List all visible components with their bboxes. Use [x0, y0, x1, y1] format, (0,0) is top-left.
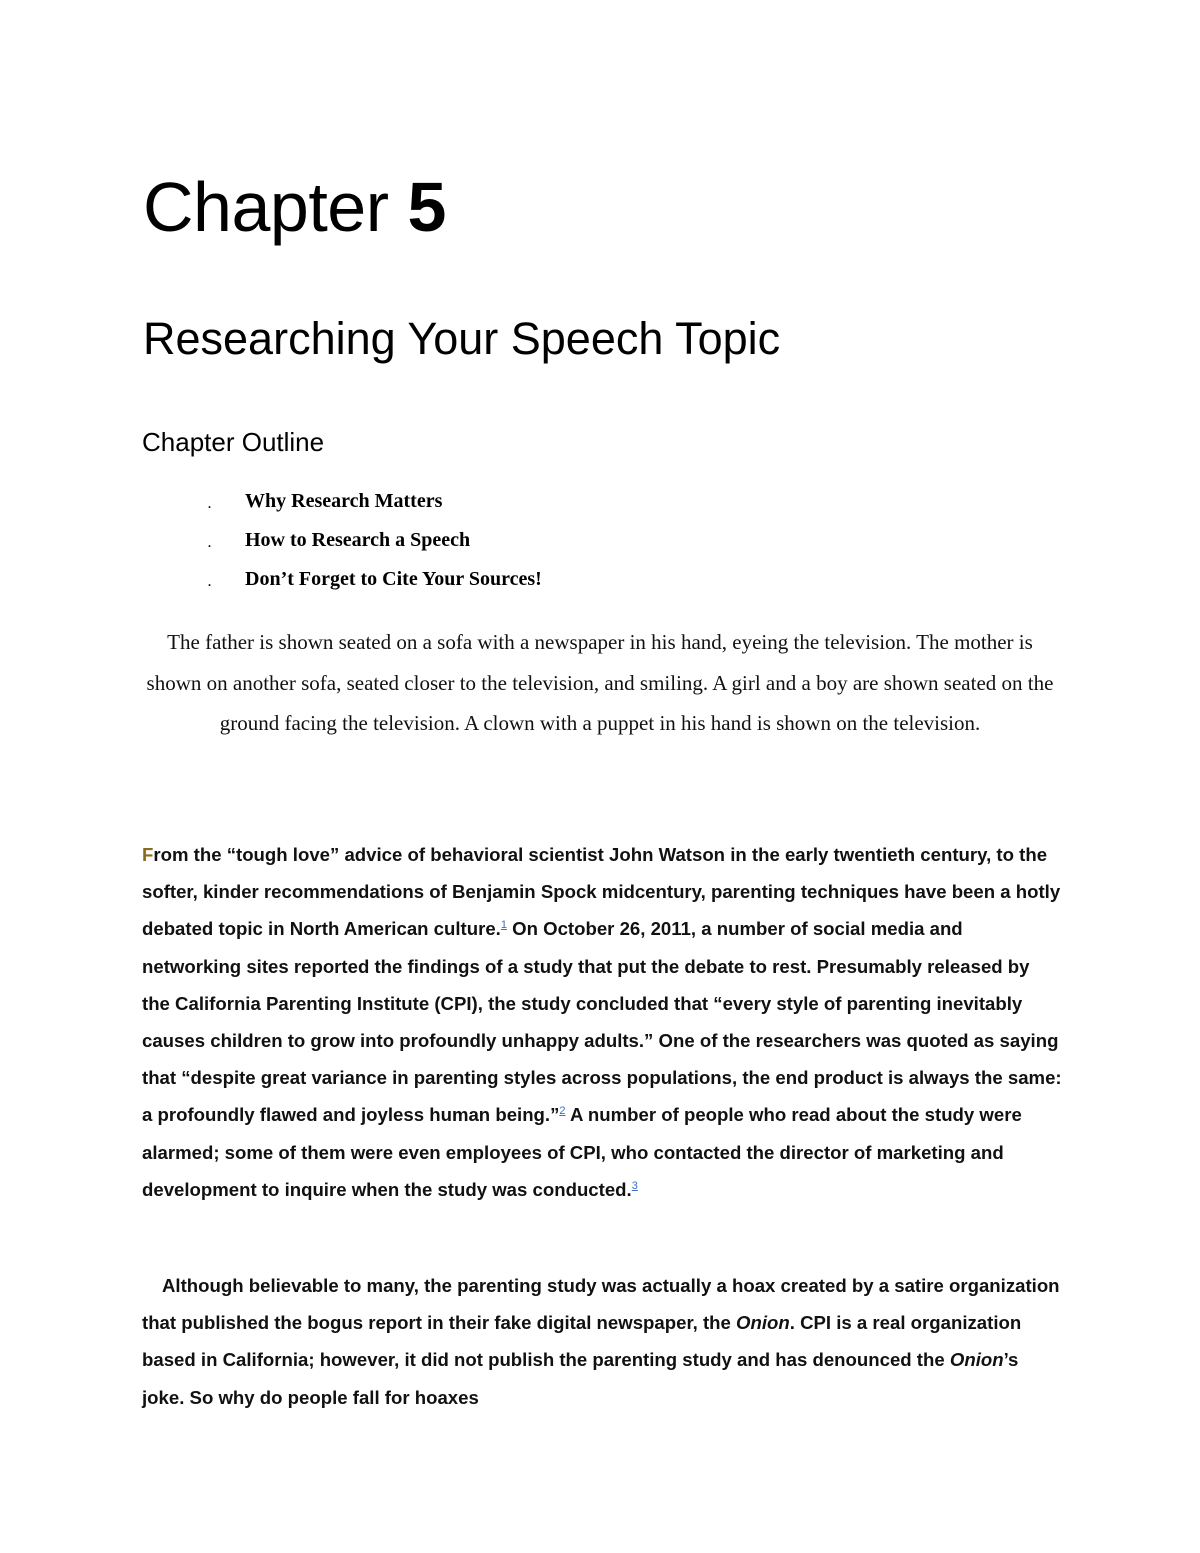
outline-item-label: How to Research a Speech: [245, 529, 471, 551]
outline-item-label: Don’t Forget to Cite Your Sources!: [245, 568, 542, 590]
chapter-subtitle: Researching Your Speech Topic: [143, 313, 781, 364]
chapter-title: [143, 165, 446, 249]
paragraph-text: rom the “tough love” advice of behavioral scientist John Watson in the early twentieth century, to the softer, kinder recommendations of Benjamin Spock midcentury, parenting techniques have been a hotly debated topic in North American culture.: [142, 844, 1061, 940]
publication-name: Onion: [736, 1312, 790, 1334]
chapter-number: 5: [407, 168, 446, 246]
footnote-link[interactable]: 1: [500, 919, 507, 932]
footnote-link[interactable]: 3: [631, 1179, 638, 1192]
outline-item-label: Why Research Matters: [245, 490, 443, 512]
paragraph-text: On October 26, 2011, a number of social media and networking sites reported the findings of a study that put the debate to rest. Presumably released by the California Parenting Institute (CPI), the study concluded that “every style of parenting inevitably causes children to grow into profoundly unhappy adults.” One of the researchers was quoted as saying that “despite great variance in parenting styles across populations, the end product is always the same: a profoundly flawed and joyless human being.”: [142, 918, 1062, 1126]
body-paragraph: [142, 836, 1062, 1208]
paragraph-text: . CPI is a real organization based in California; however, it did not publish the parenting study and has denounced the: [142, 1312, 1022, 1371]
footnote-link[interactable]: 2: [559, 1105, 566, 1118]
image-description: The father is shown seated on a sofa with a newspaper in his hand, eyeing the television. The mother is shown on another sofa, seated closer to the television, and smiling. A girl and a boy are shown seated on the ground facing the television. A clown with a puppet in his hand is shown on the television.: [146, 630, 1054, 735]
chapter-label: Chapter: [143, 168, 389, 246]
paragraph-text: A number of people who read about the study were alarmed; some of them were even employees of CPI, who contacted the director of marketing and development to inquire when the study was conducted.: [142, 1104, 1022, 1200]
bullet-icon: .: [208, 536, 211, 550]
body-paragraph: [142, 1267, 1062, 1416]
outline-heading: Chapter Outline: [142, 427, 325, 457]
publication-name: Onion: [949, 1349, 1004, 1371]
bullet-icon: .: [208, 575, 211, 589]
paragraph-text: ’s joke. So why do people fall for hoaxes: [142, 1349, 1019, 1408]
bullet-icon: .: [208, 497, 211, 511]
drop-initial: F: [142, 844, 154, 865]
paragraph-text: Although believable to many, the parenting study was actually a hoax created by a satire organization that published the bogus report in their fake digital newspaper, the: [142, 1275, 1060, 1334]
